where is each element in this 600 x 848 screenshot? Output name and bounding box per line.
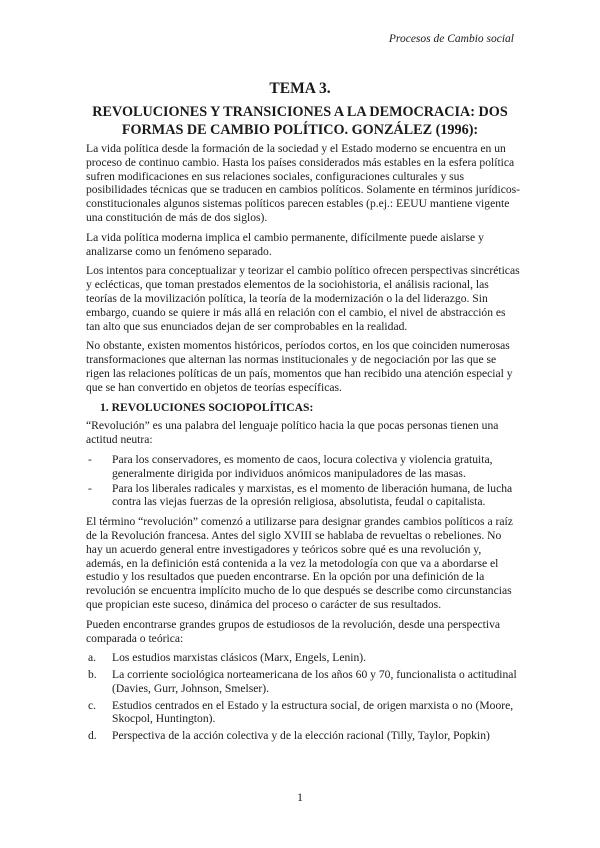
list-marker: b. (88, 668, 97, 682)
list-item (86, 668, 520, 696)
alpha-list (86, 651, 520, 743)
paragraph: El término “revolución” comenzó a utilizarse para designar grandes cambios políticos a raíz de la Revolución francesa. Antes del siglo XVIII se hablaba de revueltas o rebeliones. No hay un acuerdo general entre investigadores y teóricos sobre qué es una revolución y, además, en la definición está contenida a la vez la metodología con que va a abordarse el estudio y los resultados que pueden encontrarse. En la opción por una definición de la revolución se encuentra implícito mucho de lo que después se describe como circunstancias que propician este suceso, dinámica del proceso o carácter de sus resultados. (86, 515, 513, 611)
list-item (86, 729, 520, 743)
list-item (86, 699, 520, 727)
list-item-text: Para los liberales radicales y marxistas, es el momento de liberación humana, de lucha contra las viejas fuerzas de la opresión religiosa, absolutista, feudal o capitalista. (112, 481, 513, 509)
paragraph: No obstante, existen momentos históricos, períodos cortos, en los que coinciden numerosas transformaciones que alternan las normas institucionales y de negociación por las que se rigen las relaciones políticas de un país, momentos que han recibido una atención especial y que se han convertido en objetos de teorías específicas. (86, 339, 513, 394)
page-subtitle: REVOLUCIONES Y TRANSICIONES A LA DEMOCRACIA: DOS FORMAS DE CAMBIO POLÍTICO. GONZÁLEZ (1996): (92, 104, 508, 138)
list-item-text: Estudios centrados en el Estado y la estructura social, de origen marxista o no (Moore, Skocpol, Huntington). (112, 698, 514, 726)
list-item (86, 482, 520, 510)
paragraph: Pueden encontrarse grandes grupos de estudiosos de la revolución, desde una perspectiva comparada o teórica: (86, 617, 501, 645)
list-marker: c. (88, 698, 97, 712)
list-item-text: La corriente sociológica norteamericana de los años 60 y 70, funcionalista o actitudinal (Davies, Gurr, Johnson, Smelser). (112, 668, 517, 695)
list-item (86, 453, 520, 481)
dash-list (86, 453, 520, 509)
paragraph: Los intentos para conceptualizar y teorizar el cambio político ofrecen perspectivas sincréticas y eclécticas, que toman prestados elementos de la sociohistoria, el análisis racional, las teorías de la movilización política, la teoría de la modernización o la del liderazgo. Sin embargo, cuando se quiere ir más allá en relación con el cambio, el nivel de abstracción es tan alto que sus enunciados dejan de ser comprobables en la realidad. (86, 264, 520, 333)
page-number: 1 (297, 790, 303, 804)
section-intro: “Revolución” es una palabra del lenguaje político hacia la que pocas personas tienen una actitud neutra: (86, 419, 499, 447)
page-title: TEMA 3. (269, 80, 331, 97)
list-marker: a. (88, 651, 97, 665)
dash-bullet: - (88, 481, 92, 495)
body-text (86, 142, 520, 746)
list-item (86, 651, 520, 665)
running-header: Procesos de Cambio social (388, 33, 514, 45)
list-item-text: Los estudios marxistas clásicos (Marx, Engels, Lenin). (112, 651, 367, 665)
list-marker: d. (88, 729, 97, 743)
list-item-text: Perspectiva de la acción colectiva y de la elección racional (Tilly, Taylor, Popkin) (112, 729, 490, 743)
paragraph: La vida política desde la formación de la sociedad y el Estado moderno se encuentra en un proceso de continuo cambio. Hasta los países considerados más estables en la esfera política sufren modificaciones en sus relaciones sociales, configuraciones culturales y sus posibilidades técnicas que se traducen en cambios políticos. Solamente en términos jurídicos-constitucionales algunos sistemas políticos parecen estables (p.ej.: EEUU mantiene vigente una constitución de más de dos siglos). (86, 142, 521, 224)
list-item-text: Para los conservadores, es momento de caos, locura colectiva y violencia gratuita, generalmente dirigida por individuos anómicos manipuladores de las masas. (112, 452, 493, 480)
section-heading: 1. REVOLUCIONES SOCIOPOLÍTICAS: (100, 400, 314, 414)
dash-bullet: - (88, 452, 92, 466)
paragraph: La vida política moderna implica el cambio permanente, difícilmente puede aislarse y analizarse como un fenómeno separado. (86, 230, 484, 258)
